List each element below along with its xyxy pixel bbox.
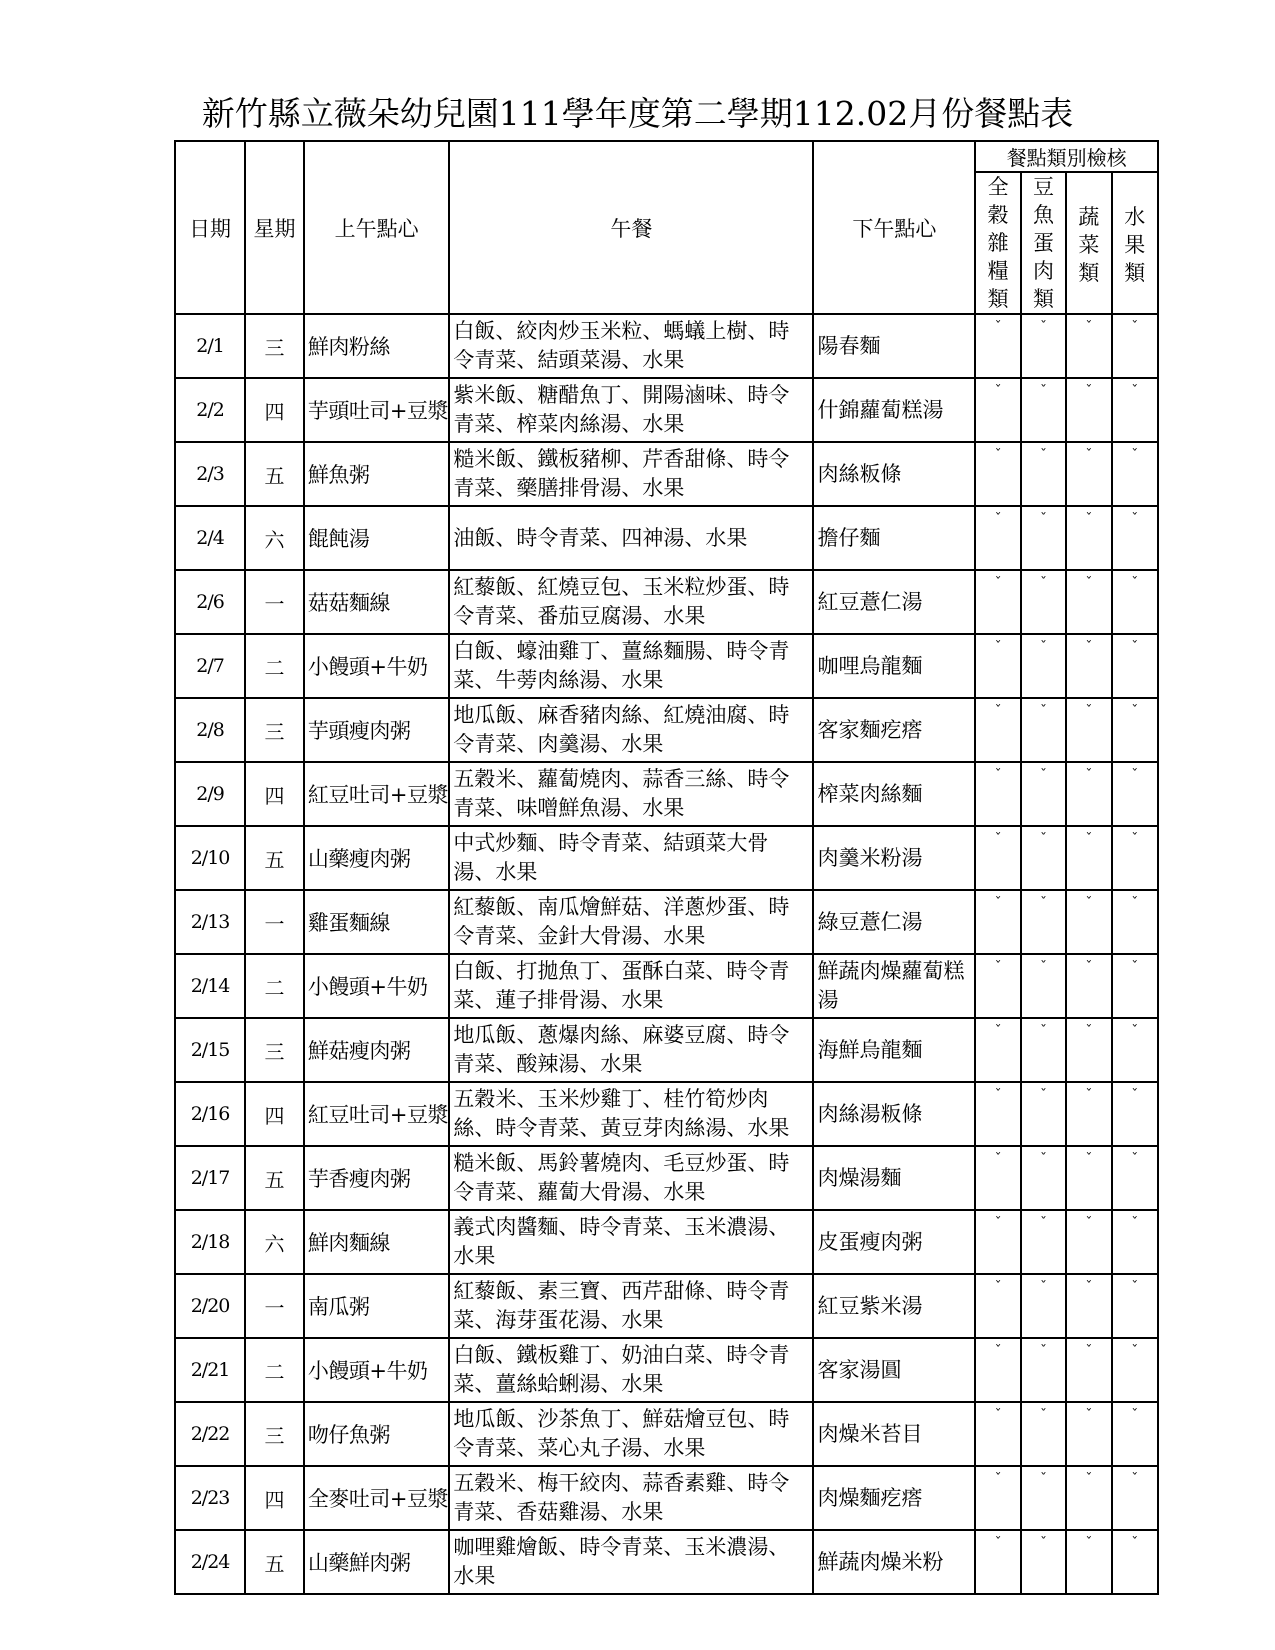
check-mark-vegetable: ˇ [1066, 1082, 1111, 1146]
table-row [175, 1018, 1158, 1082]
am-snack-cell: 小饅頭+牛奶 [304, 954, 449, 1018]
table-row [175, 826, 1158, 890]
header-am-snack: 上午點心 [304, 141, 449, 314]
meal-rows [175, 314, 1158, 1594]
check-mark-fruit: ˇ [1112, 1402, 1158, 1466]
check-mark-fruit: ˇ [1112, 1018, 1158, 1082]
check-mark-vegetable: ˇ [1066, 378, 1111, 442]
lunch-cell: 五穀米、蘿蔔燒肉、蒜香三絲、時令青菜、味噌鮮魚湯、水果 [449, 762, 813, 826]
am-snack-cell: 鮮肉粉絲 [304, 314, 449, 378]
weekday-cell: 四 [245, 762, 304, 826]
check-mark-fruit: ˇ [1112, 954, 1158, 1018]
lunch-cell: 中式炒麵、時令青菜、結頭菜大骨湯、水果 [449, 826, 813, 890]
weekday-cell: 六 [245, 506, 304, 570]
date-cell: 2/20 [175, 1274, 245, 1338]
pm-snack-cell: 海鮮烏龍麵 [813, 1018, 975, 1082]
check-mark-vegetable: ˇ [1066, 314, 1111, 378]
weekday-cell: 四 [245, 1466, 304, 1530]
check-mark-grains: ˇ [975, 1274, 1020, 1338]
lunch-cell: 紅藜飯、南瓜燴鮮菇、洋蔥炒蛋、時令青菜、金針大骨湯、水果 [449, 890, 813, 954]
check-mark-fruit: ˇ [1112, 1082, 1158, 1146]
check-mark-fruit: ˇ [1112, 634, 1158, 698]
table-row [175, 1210, 1158, 1274]
check-mark-grains: ˇ [975, 1018, 1020, 1082]
date-cell: 2/18 [175, 1210, 245, 1274]
lunch-cell: 地瓜飯、沙茶魚丁、鮮菇燴豆包、時令青菜、菜心丸子湯、水果 [449, 1402, 813, 1466]
table-row [175, 1338, 1158, 1402]
table-row [175, 1402, 1158, 1466]
lunch-cell: 咖哩雞燴飯、時令青菜、玉米濃湯、水果 [449, 1530, 813, 1594]
lunch-cell: 糙米飯、鐵板豬柳、芹香甜條、時令青菜、藥膳排骨湯、水果 [449, 442, 813, 506]
weekday-cell: 二 [245, 954, 304, 1018]
check-mark-grains: ˇ [975, 1530, 1020, 1594]
check-mark-vegetable: ˇ [1066, 1018, 1111, 1082]
check-mark-protein: ˇ [1021, 698, 1066, 762]
check-mark-vegetable: ˇ [1066, 826, 1111, 890]
lunch-cell: 白飯、打拋魚丁、蛋酥白菜、時令青菜、蓮子排骨湯、水果 [449, 954, 813, 1018]
am-snack-cell: 鮮菇瘦肉粥 [304, 1018, 449, 1082]
date-cell: 2/9 [175, 762, 245, 826]
pm-snack-cell: 客家湯圓 [813, 1338, 975, 1402]
date-cell: 2/21 [175, 1338, 245, 1402]
lunch-cell: 紅藜飯、素三寶、西芹甜條、時令青菜、海芽蛋花湯、水果 [449, 1274, 813, 1338]
check-mark-vegetable: ˇ [1066, 954, 1111, 1018]
check-mark-vegetable: ˇ [1066, 1146, 1111, 1210]
date-cell: 2/6 [175, 570, 245, 634]
check-mark-protein: ˇ [1021, 890, 1066, 954]
weekday-cell: 四 [245, 378, 304, 442]
header-pm-snack: 下午點心 [813, 141, 975, 314]
table-row [175, 1466, 1158, 1530]
pm-snack-cell: 肉燥米苔目 [813, 1402, 975, 1466]
check-mark-fruit: ˇ [1112, 1210, 1158, 1274]
pm-snack-cell: 肉絲湯粄條 [813, 1082, 975, 1146]
lunch-cell: 糙米飯、馬鈴薯燒肉、毛豆炒蛋、時令青菜、蘿蔔大骨湯、水果 [449, 1146, 813, 1210]
date-cell: 2/13 [175, 890, 245, 954]
table-row [175, 314, 1158, 378]
check-mark-protein: ˇ [1021, 506, 1066, 570]
header-grains: 全穀雜糧類 [975, 172, 1020, 314]
lunch-cell: 紫米飯、糖醋魚丁、開陽滷味、時令青菜、榨菜肉絲湯、水果 [449, 378, 813, 442]
check-mark-fruit: ˇ [1112, 1146, 1158, 1210]
pm-snack-cell: 綠豆薏仁湯 [813, 890, 975, 954]
date-cell: 2/1 [175, 314, 245, 378]
pm-snack-cell: 陽春麵 [813, 314, 975, 378]
check-mark-grains: ˇ [975, 506, 1020, 570]
pm-snack-cell: 榨菜肉絲麵 [813, 762, 975, 826]
check-mark-protein: ˇ [1021, 442, 1066, 506]
table-row [175, 890, 1158, 954]
check-mark-protein: ˇ [1021, 762, 1066, 826]
pm-snack-cell: 肉羹米粉湯 [813, 826, 975, 890]
check-mark-protein: ˇ [1021, 1082, 1066, 1146]
pm-snack-cell: 肉絲粄條 [813, 442, 975, 506]
weekday-cell: 五 [245, 1530, 304, 1594]
check-mark-fruit: ˇ [1112, 1530, 1158, 1594]
weekday-cell: 五 [245, 442, 304, 506]
date-cell: 2/17 [175, 1146, 245, 1210]
check-mark-grains: ˇ [975, 1466, 1020, 1530]
check-mark-fruit: ˇ [1112, 1466, 1158, 1530]
date-cell: 2/8 [175, 698, 245, 762]
check-mark-vegetable: ˇ [1066, 698, 1111, 762]
check-mark-vegetable: ˇ [1066, 442, 1111, 506]
check-mark-protein: ˇ [1021, 954, 1066, 1018]
am-snack-cell: 山藥鮮肉粥 [304, 1530, 449, 1594]
am-snack-cell: 全麥吐司+豆漿 [304, 1466, 449, 1530]
check-mark-grains: ˇ [975, 890, 1020, 954]
lunch-cell: 地瓜飯、蔥爆肉絲、麻婆豆腐、時令青菜、酸辣湯、水果 [449, 1018, 813, 1082]
table-row [175, 570, 1158, 634]
am-snack-cell: 鮮魚粥 [304, 442, 449, 506]
check-mark-protein: ˇ [1021, 314, 1066, 378]
am-snack-cell: 餛飩湯 [304, 506, 449, 570]
table-row [175, 1274, 1158, 1338]
table-row [175, 1530, 1158, 1594]
pm-snack-cell: 咖哩烏龍麵 [813, 634, 975, 698]
check-mark-vegetable: ˇ [1066, 1210, 1111, 1274]
check-mark-grains: ˇ [975, 1210, 1020, 1274]
check-mark-grains: ˇ [975, 634, 1020, 698]
am-snack-cell: 紅豆吐司+豆漿 [304, 1082, 449, 1146]
table-row [175, 1082, 1158, 1146]
am-snack-cell: 雞蛋麵線 [304, 890, 449, 954]
weekday-cell: 五 [245, 1146, 304, 1210]
check-mark-fruit: ˇ [1112, 1274, 1158, 1338]
table-row [175, 442, 1158, 506]
check-mark-protein: ˇ [1021, 1402, 1066, 1466]
am-snack-cell: 芋頭吐司+豆漿 [304, 378, 449, 442]
am-snack-cell: 南瓜粥 [304, 1274, 449, 1338]
header-date: 日期 [175, 141, 245, 314]
date-cell: 2/16 [175, 1082, 245, 1146]
am-snack-cell: 小饅頭+牛奶 [304, 634, 449, 698]
weekday-cell: 二 [245, 634, 304, 698]
am-snack-cell: 山藥瘦肉粥 [304, 826, 449, 890]
date-cell: 2/4 [175, 506, 245, 570]
date-cell: 2/23 [175, 1466, 245, 1530]
lunch-cell: 地瓜飯、麻香豬肉絲、紅燒油腐、時令青菜、肉羹湯、水果 [449, 698, 813, 762]
am-snack-cell: 紅豆吐司+豆漿 [304, 762, 449, 826]
check-mark-fruit: ˇ [1112, 698, 1158, 762]
table-row [175, 762, 1158, 826]
check-mark-vegetable: ˇ [1066, 634, 1111, 698]
weekday-cell: 一 [245, 1274, 304, 1338]
weekday-cell: 三 [245, 314, 304, 378]
date-cell: 2/2 [175, 378, 245, 442]
weekday-cell: 三 [245, 698, 304, 762]
pm-snack-cell: 鮮蔬肉燥米粉 [813, 1530, 975, 1594]
weekday-cell: 六 [245, 1210, 304, 1274]
pm-snack-cell: 客家麵疙瘩 [813, 698, 975, 762]
table-row [175, 378, 1158, 442]
pm-snack-cell: 什錦蘿蔔糕湯 [813, 378, 975, 442]
check-mark-vegetable: ˇ [1066, 506, 1111, 570]
check-mark-fruit: ˇ [1112, 1338, 1158, 1402]
date-cell: 2/7 [175, 634, 245, 698]
check-mark-fruit: ˇ [1112, 378, 1158, 442]
weekday-cell: 三 [245, 1018, 304, 1082]
lunch-cell: 白飯、絞肉炒玉米粒、螞蟻上樹、時令青菜、結頭菜湯、水果 [449, 314, 813, 378]
check-mark-vegetable: ˇ [1066, 570, 1111, 634]
check-mark-grains: ˇ [975, 1402, 1020, 1466]
header-protein: 豆魚蛋肉類 [1021, 172, 1066, 314]
check-mark-protein: ˇ [1021, 1146, 1066, 1210]
table-row [175, 506, 1158, 570]
check-mark-grains: ˇ [975, 698, 1020, 762]
header-vegetable: 蔬菜類 [1066, 172, 1111, 314]
check-mark-protein: ˇ [1021, 570, 1066, 634]
date-cell: 2/14 [175, 954, 245, 1018]
lunch-cell: 義式肉醬麵、時令青菜、玉米濃湯、水果 [449, 1210, 813, 1274]
am-snack-cell: 吻仔魚粥 [304, 1402, 449, 1466]
header-weekday: 星期 [245, 141, 304, 314]
header-check-group: 餐點類別檢核 [975, 141, 1158, 172]
table-row [175, 698, 1158, 762]
am-snack-cell: 菇菇麵線 [304, 570, 449, 634]
check-mark-fruit: ˇ [1112, 506, 1158, 570]
check-mark-protein: ˇ [1021, 1530, 1066, 1594]
meal-table [174, 140, 1159, 1595]
lunch-cell: 白飯、蠔油雞丁、薑絲麵腸、時令青菜、牛蒡肉絲湯、水果 [449, 634, 813, 698]
check-mark-grains: ˇ [975, 1082, 1020, 1146]
weekday-cell: 一 [245, 890, 304, 954]
am-snack-cell: 小饅頭+牛奶 [304, 1338, 449, 1402]
weekday-cell: 五 [245, 826, 304, 890]
check-mark-vegetable: ˇ [1066, 1338, 1111, 1402]
pm-snack-cell: 擔仔麵 [813, 506, 975, 570]
weekday-cell: 四 [245, 1082, 304, 1146]
check-mark-vegetable: ˇ [1066, 1402, 1111, 1466]
weekday-cell: 三 [245, 1402, 304, 1466]
check-mark-protein: ˇ [1021, 378, 1066, 442]
am-snack-cell: 鮮肉麵線 [304, 1210, 449, 1274]
check-mark-fruit: ˇ [1112, 826, 1158, 890]
table-row [175, 1146, 1158, 1210]
check-mark-protein: ˇ [1021, 826, 1066, 890]
check-mark-vegetable: ˇ [1066, 762, 1111, 826]
date-cell: 2/22 [175, 1402, 245, 1466]
check-mark-vegetable: ˇ [1066, 890, 1111, 954]
check-mark-grains: ˇ [975, 378, 1020, 442]
check-mark-fruit: ˇ [1112, 762, 1158, 826]
check-mark-grains: ˇ [975, 1338, 1020, 1402]
table-row [175, 634, 1158, 698]
header-fruit: 水果類 [1112, 172, 1158, 314]
check-mark-vegetable: ˇ [1066, 1466, 1111, 1530]
check-mark-grains: ˇ [975, 570, 1020, 634]
lunch-cell: 紅藜飯、紅燒豆包、玉米粒炒蛋、時令青菜、番茄豆腐湯、水果 [449, 570, 813, 634]
date-cell: 2/10 [175, 826, 245, 890]
pm-snack-cell: 紅豆紫米湯 [813, 1274, 975, 1338]
header-lunch: 午餐 [449, 141, 813, 314]
lunch-cell: 白飯、鐵板雞丁、奶油白菜、時令青菜、薑絲蛤蜊湯、水果 [449, 1338, 813, 1402]
check-mark-protein: ˇ [1021, 1018, 1066, 1082]
check-mark-protein: ˇ [1021, 634, 1066, 698]
check-mark-vegetable: ˇ [1066, 1530, 1111, 1594]
date-cell: 2/15 [175, 1018, 245, 1082]
pm-snack-cell: 肉燥麵疙瘩 [813, 1466, 975, 1530]
am-snack-cell: 芋頭瘦肉粥 [304, 698, 449, 762]
check-mark-grains: ˇ [975, 954, 1020, 1018]
pm-snack-cell: 皮蛋瘦肉粥 [813, 1210, 975, 1274]
check-mark-protein: ˇ [1021, 1274, 1066, 1338]
am-snack-cell: 芋香瘦肉粥 [304, 1146, 449, 1210]
page-title: 新竹縣立薇朵幼兒園111學年度第二學期112.02月份餐點表 [201, 94, 1074, 133]
lunch-cell: 油飯、時令青菜、四神湯、水果 [449, 506, 813, 570]
check-mark-grains: ˇ [975, 1146, 1020, 1210]
check-mark-grains: ˇ [975, 826, 1020, 890]
weekday-cell: 二 [245, 1338, 304, 1402]
check-mark-protein: ˇ [1021, 1210, 1066, 1274]
check-mark-grains: ˇ [975, 762, 1020, 826]
date-cell: 2/3 [175, 442, 245, 506]
check-mark-grains: ˇ [975, 442, 1020, 506]
check-mark-protein: ˇ [1021, 1338, 1066, 1402]
lunch-cell: 五穀米、梅干絞肉、蒜香素雞、時令青菜、香菇雞湯、水果 [449, 1466, 813, 1530]
check-mark-vegetable: ˇ [1066, 1274, 1111, 1338]
weekday-cell: 一 [245, 570, 304, 634]
date-cell: 2/24 [175, 1530, 245, 1594]
check-mark-grains: ˇ [975, 314, 1020, 378]
check-mark-fruit: ˇ [1112, 570, 1158, 634]
check-mark-fruit: ˇ [1112, 314, 1158, 378]
check-mark-protein: ˇ [1021, 1466, 1066, 1530]
lunch-cell: 五穀米、玉米炒雞丁、桂竹筍炒肉絲、時令青菜、黃豆芽肉絲湯、水果 [449, 1082, 813, 1146]
pm-snack-cell: 紅豆薏仁湯 [813, 570, 975, 634]
table-row [175, 954, 1158, 1018]
check-mark-fruit: ˇ [1112, 442, 1158, 506]
pm-snack-cell: 肉燥湯麵 [813, 1146, 975, 1210]
check-mark-fruit: ˇ [1112, 890, 1158, 954]
pm-snack-cell: 鮮蔬肉燥蘿蔔糕湯 [813, 954, 975, 1018]
